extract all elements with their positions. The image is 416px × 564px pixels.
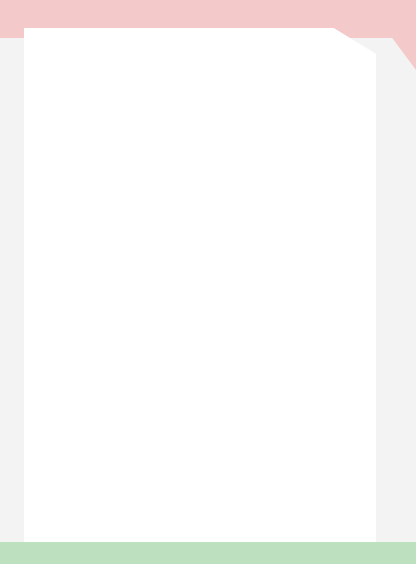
bottom-green-band [0, 542, 416, 564]
toc-sheet [24, 28, 376, 546]
